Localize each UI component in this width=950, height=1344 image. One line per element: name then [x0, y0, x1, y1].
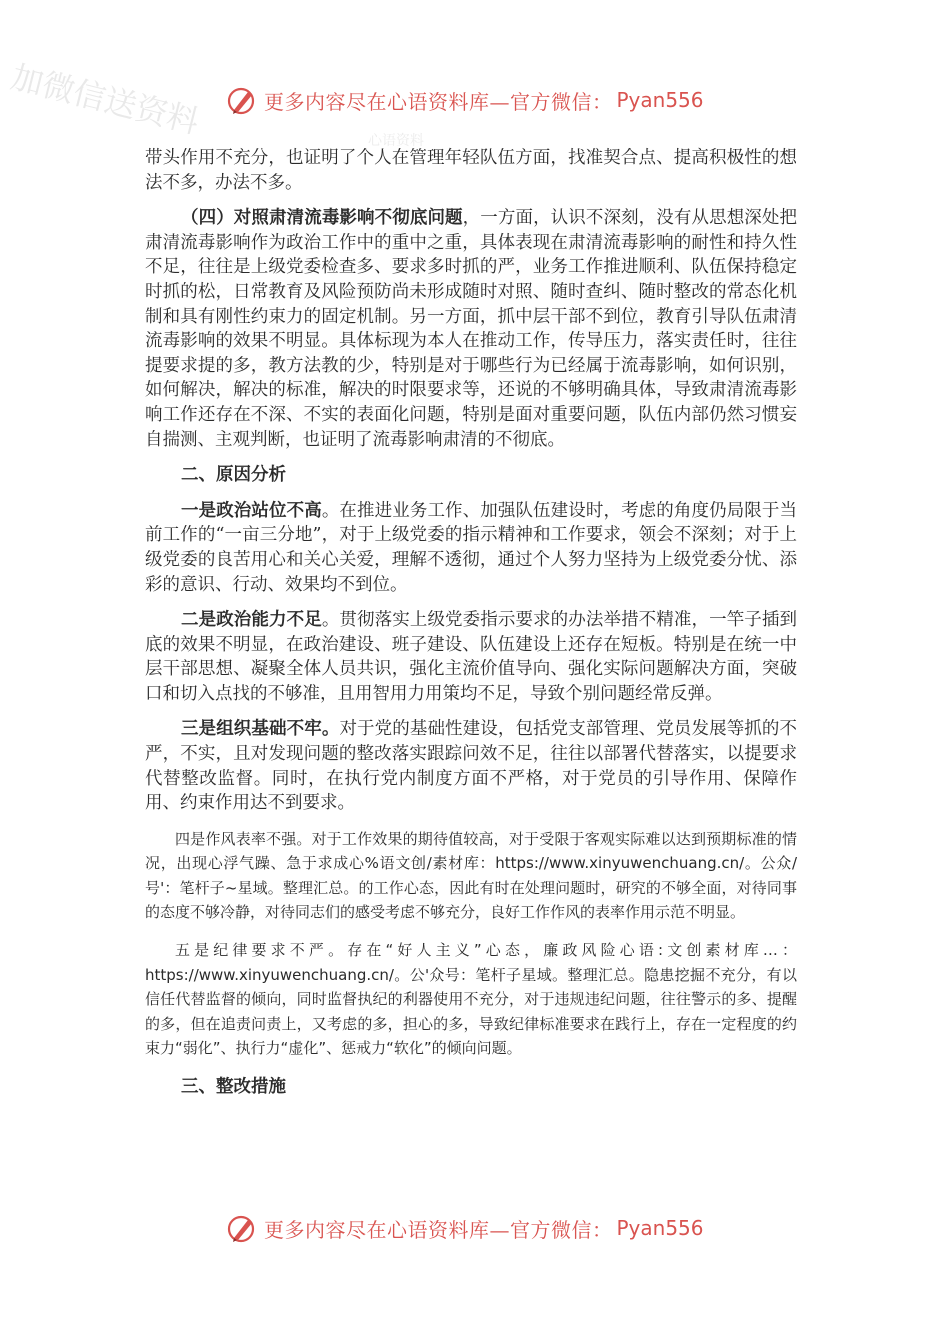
- banner-id: Pyan556: [616, 88, 704, 112]
- reason-1: [145, 499, 797, 597]
- watermark-text: 加微信送资料: [7, 57, 203, 142]
- reason-2: [145, 608, 797, 706]
- top-banner: [226, 84, 704, 116]
- reason-3-lead: 三是组织基础不牢。: [181, 719, 340, 740]
- pen-logo-icon: [226, 84, 258, 116]
- reason-3-body: 对于党的基础性建设，包括党支部管理、党员发展等抓的不严，不实，且对发现问题的整改落实跟踪问效不足，往往以部署代替落实，以提要求代替整改监督。同时，在执行党内制度方面不严格，对于党员的引导作用、保障作用、约束作用达不到要求。: [145, 719, 798, 814]
- paragraph-4-lead: （四）对照肃清流毒影响不彻底问题: [181, 208, 463, 229]
- banner-text: 更多内容尽在心语资料库—官方微信：: [264, 1217, 613, 1242]
- heading-reason-analysis: 二、原因分析: [181, 465, 286, 486]
- reason-4: 四是作风表率不强。对于工作效果的期待值较高，对于受限于客观实际难以达到预期标准的情况，出现心浮气躁、急于求成心%语文创/素材库：https://www.xinyuwenchuang.cn/。公众/号'：笔杆子~星域。整理汇总。的工作心态，因此有时在处理问题时，研究的不够全面，对待同事的态度不够冷静，对待同志们的感受考虑不够充分，良好工作作风的表率作用示范不明显。: [145, 829, 797, 922]
- bottom-banner: [226, 1212, 704, 1244]
- document-body: [145, 146, 797, 1110]
- heading-rectification-measures: 三、整改措施: [181, 1076, 286, 1097]
- banner-text: 更多内容尽在心语资料库—官方微信：: [264, 89, 613, 114]
- reason-3: [145, 717, 797, 815]
- reason-1-lead: 一是政治站位不高: [181, 500, 322, 521]
- paragraph-4-section: [145, 206, 797, 452]
- reason-1-body: 。在推进业务工作、加强队伍建设时，考虑的角度仍局限于当前工作的“一亩三分地”，对于上级党委的指示精神和工作要求，领会不深刻；对于上级党委的良苦用心和关心关爱，理解不透彻，通过个人努力坚持为上级党委分忧、添彩的意识、行动、效果均不到位。: [145, 500, 798, 595]
- faint-mark: 心语资料: [368, 133, 424, 149]
- paragraph-4-body: ，一方面，认识不深刻，没有从思想深处把肃清流毒影响作为政治工作中的重中之重，具体表现在肃清流毒影响的耐性和持久性不足，往往是上级党委检查多、要求多时抓的严，业务工作推进顺利、队伍保持稳定时抓的松，日常教育及风险预防尚未形成随时对照、随时查纠、随时整改的常态化机制和具有刚性约束力的固定机制。另一方面，抓中层干部不到位，教育引导队伍肃清流毒影响的效果不明显。具体标现为本人在推动工作，传导压力，落实责任时，往往提要求提的多，教方法教的少，特别是对于哪些行为已经属于流毒影响，如何识别，如何解决，解决的标准，解决的时限要求等，还说的不够明确具体，导致肃清流毒影响工作还存在不深、不实的表面化问题，特别是面对重要问题，队伍内部仍然习惯妄自揣测、主观判断，也证明了流毒影响肃清的不彻底。: [145, 208, 798, 450]
- banner-id: Pyan556: [616, 1216, 704, 1240]
- reason-5: 五是纪律要求不严。存在“好人主义”心态，廉政风险心语:文创素材库…：https://www.xinyuwenchuang.cn/。公'众号：笔杆子星域。整理汇总。隐患挖掘不充分，有以信任代替监督的倾向，同时监督执纪的利器使用不充分，对于违规违纪问题，往往警示的多、提醒的多，但在追责问责上，又考虑的多，担心的多，导致纪律标准要求在践行上，存在一定程度的约束力“弱化”、执行力“虚化”、惩戒力“软化”的倾向问题。: [145, 941, 797, 1058]
- reason-2-lead: 二是政治能力不足: [181, 610, 322, 631]
- pen-logo-icon: [226, 1212, 258, 1244]
- paragraph-1: 带头作用不充分，也证明了个人在管理年轻队伍方面，找准契合点、提高积极性的想法不多，办法不多。: [145, 148, 797, 193]
- reason-2-body: 。贯彻落实上级党委指示要求的办法举措不精准，一竿子插到底的效果不明显，在政治建设、班子建设、队伍建设上还存在短板。特别是在统一中层干部思想、凝聚全体人员共识，强化主流价值导向、强化实际问题解决方面，突破口和切入点找的不够准，且用智用力用策均不足，导致个别问题经常反弹。: [145, 610, 798, 704]
